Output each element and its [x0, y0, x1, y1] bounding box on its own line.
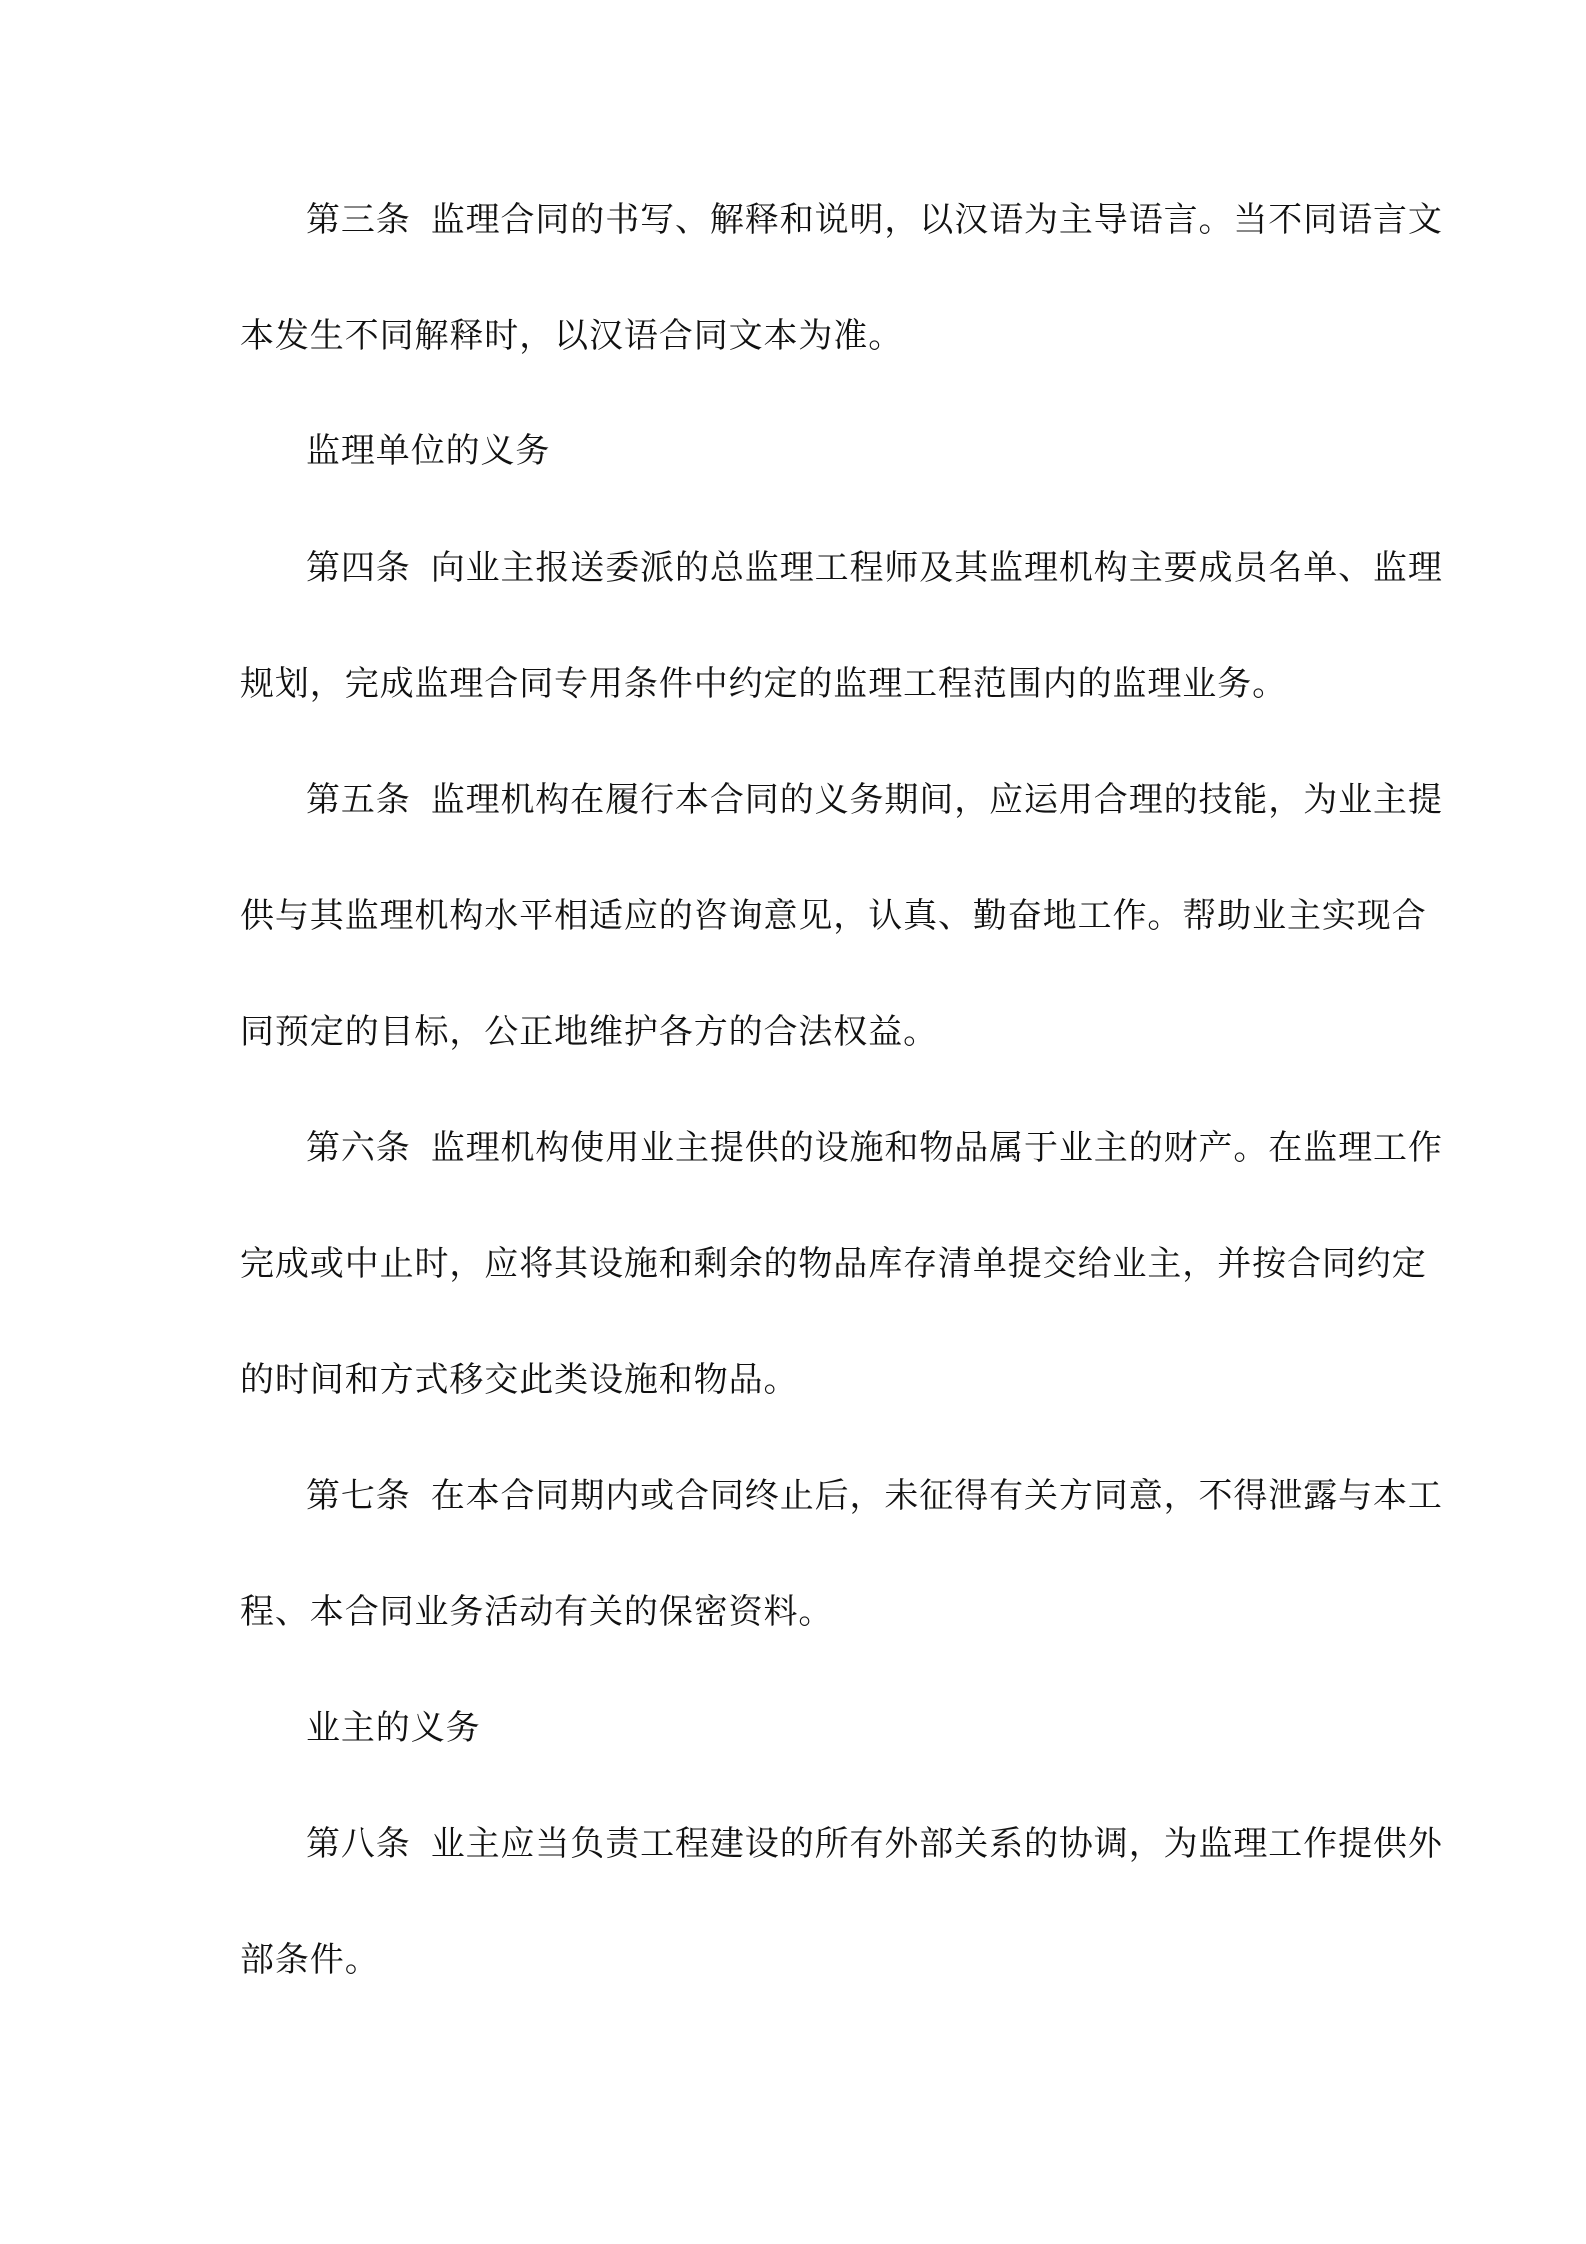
article-7-line-2: 程、本合同业务活动有关的保密资料。	[240, 1592, 834, 1632]
article-6-line-1	[306, 1125, 1443, 1171]
article-6-line-3: 的时间和方式移交此类设施和物品。	[240, 1360, 799, 1400]
article-3-line-2: 本发生不同解释时，以汉语合同文本为准。	[240, 316, 904, 356]
article-7-line-1	[306, 1473, 1443, 1519]
article-3-text-1: 监理合同的书写、解释和说明，以汉语为主导语言。当不同语言文	[430, 200, 1443, 240]
article-3-number: 第三条	[306, 200, 411, 240]
article-8-number: 第八条	[306, 1824, 411, 1864]
article-5-number: 第五条	[306, 780, 411, 820]
article-4-text-1: 向业主报送委派的总监理工程师及其监理机构主要成员名单、监理	[430, 548, 1443, 588]
section-heading-owner-duties: 业主的义务	[306, 1708, 481, 1748]
article-7-text-1: 在本合同期内或合同终止后，未征得有关方同意，不得泄露与本工	[430, 1476, 1443, 1516]
article-8-line-1	[306, 1821, 1443, 1867]
article-3-line-1	[306, 197, 1443, 243]
article-8-line-2: 部条件。	[240, 1940, 380, 1980]
article-4-line-1	[306, 545, 1443, 591]
article-5-line-1	[306, 777, 1443, 823]
article-5-text-1: 监理机构在履行本合同的义务期间，应运用合理的技能，为业主提	[430, 780, 1443, 820]
article-6-number: 第六条	[306, 1128, 411, 1168]
article-8-text-1: 业主应当负责工程建设的所有外部关系的协调，为监理工作提供外	[430, 1824, 1443, 1864]
article-5-line-3: 同预定的目标，公正地维护各方的合法权益。	[240, 1012, 938, 1052]
article-6-text-1: 监理机构使用业主提供的设施和物品属于业主的财产。在监理工作	[430, 1128, 1443, 1168]
article-7-number: 第七条	[306, 1476, 411, 1516]
article-6-line-2: 完成或中止时，应将其设施和剩余的物品库存清单提交给业主，并按合同约定	[240, 1244, 1427, 1284]
article-5-line-2: 供与其监理机构水平相适应的咨询意见，认真、勤奋地工作。帮助业主实现合	[240, 896, 1427, 936]
section-heading-supervisor-duties: 监理单位的义务	[306, 431, 551, 471]
article-4-line-2: 规划，完成监理合同专用条件中约定的监理工程范围内的监理业务。	[240, 664, 1287, 704]
article-4-number: 第四条	[306, 548, 411, 588]
